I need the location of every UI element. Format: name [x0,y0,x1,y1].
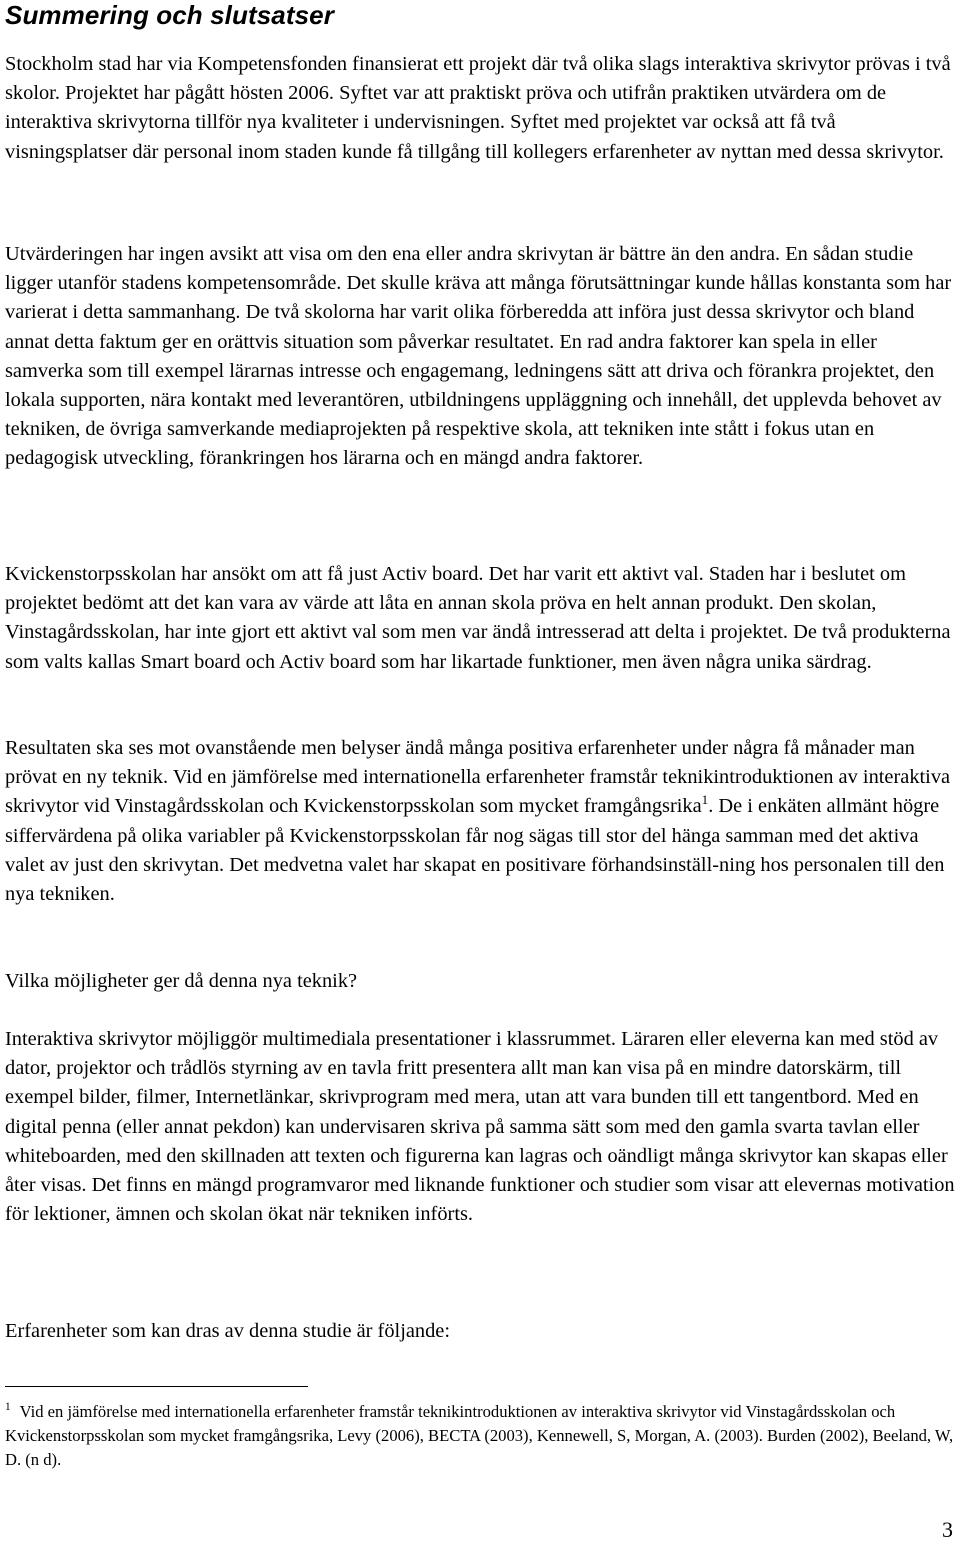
paragraph-experiences-intro: Erfarenheter som kan dras av denna studie är följande: [5,1320,451,1342]
paragraph-results-text: Resultaten ska ses mot ovanstående men belyser ändå många positiva erfarenheter under några få månader man prövat en ny teknik. Vid en jämförelse med internationella erfarenheter framstår teknikintroduktionen av interaktiva skrivytor vid Vinstagårdsskolan och Kvickenstorpsskolan som mycket framgångsrika [5,737,951,818]
paragraph-school-choice: Kvickenstorpsskolan har ansökt om att få just Activ board. Det har varit ett aktivt val. Staden har i beslutet om projektet bedömt att det kan vara av värde att låta en annan skola pröva en helt annan produkt. Den skolan, Vinstagårdsskolan, har inte gjort ett aktivt val som men var ändå intresserad att delta i projektet. De två produkterna som valts kallas Smart board och Activ board som har likartade funktioner, men även några unika särdrag. [5,563,951,673]
paragraph-question: Vilka möjligheter ger då denna nya teknik? [5,970,358,992]
paragraph-evaluation-scope: Utvärderingen har ingen avsikt att visa om den ena eller andra skrivytan är bättre än den andra. En sådan studie ligger utanför stadens kompetensområde. Det skulle kräva att många förutsättningar kunde hållas konstanta som har varierat i detta sammanhang. De två skolorna har varit olika förberedda att införa just dessa skrivytor och bland annat detta faktum ger en orättvis situation som påverkar resultatet. En rad andra faktorer kan spela in eller samverka som till exempel lärarnas intresse och engagemang, ledningens sätt att driva och förankra projektet, den lokala supporten, nära kontakt med leverantören, utbildningens uppläggning och innehåll, det upplevda behovet av tekniken, de övriga samverkande mediaprojekten på respektive skola, att tekniken inte stått i fokus utan en pedagogisk utveckling, förankringen hos lärarna och en mängd andra faktorer. [5,243,952,470]
footnote-text: Vid en jämförelse med internationella erfarenheter framstår teknikintroduktionen av interaktiva skrivytor vid Vinstagårdsskolan och Kvickenstorpsskolan som mycket framgångsrika, Levy (2006), BECTA (2003), Kennewell, S, Morgan, A. (2003). Burden (2002), Beeland, W, D. (n d). [5,1402,954,1469]
footnote-reference[interactable]: 1 [701,792,709,808]
footnote-number: 1 [5,1401,11,1414]
footnote [5,1400,957,1472]
paragraph-intro: Stockholm stad har via Kompetensfonden finansierat ett projekt där två olika slags interaktiva skrivytor prövas i två skolor. Projektet har pågått hösten 2006. Syftet var att praktiskt pröva och utifrån praktiken utvärdera om de interaktiva skrivytorna tillför nya kvaliteter i undervisningen. Syftet med projektet var också att få två visningsplatser där personal inom staden kunde få tillgång till kollegers erfarenheter av nyttan med dessa skrivytor. [5,53,951,163]
paragraph-results-text-continued: . De i enkäten allmänt högre siffervärdena på olika variabler på Kvickenstorpsskolan får nog sägas till stor del hänga samman med det aktiva valet av just den skrivytan. Det medvetna valet har skapat en positivare förhandsinställ-ning hos personalen till den nya tekniken. [5,795,945,906]
section-heading: Summering och slutsatser [5,0,334,30]
paragraph-possibilities: Interaktiva skrivytor möjliggör multimediala presentationer i klassrummet. Läraren eller eleverna kan med stöd av dator, projektor och trådlös styrning av en tavla fritt presentera allt man kan visa på en mindre datorskärm, till exempel bilder, filmer, Internetlänkar, skrivprogram med mera, utan att vara bunden till ett tangentbord. Med en digital penna (eller annat pekdon) kan undervisaren skriva på samma sätt som med den gamla svarta tavlan eller whiteboarden, med den skillnaden att texten och figurerna kan lagras och oändligt många skrivytor kan skapas eller åter visas. Det finns en mängd programvaror med liknande funktioner och studier som visar att elevernas motivation för lektioner, ämnen och skolan ökat när tekniken införts. [5,1028,955,1226]
footnote-separator [5,1386,308,1387]
paragraph-results [5,734,957,909]
page-number: 3 [942,1517,953,1542]
